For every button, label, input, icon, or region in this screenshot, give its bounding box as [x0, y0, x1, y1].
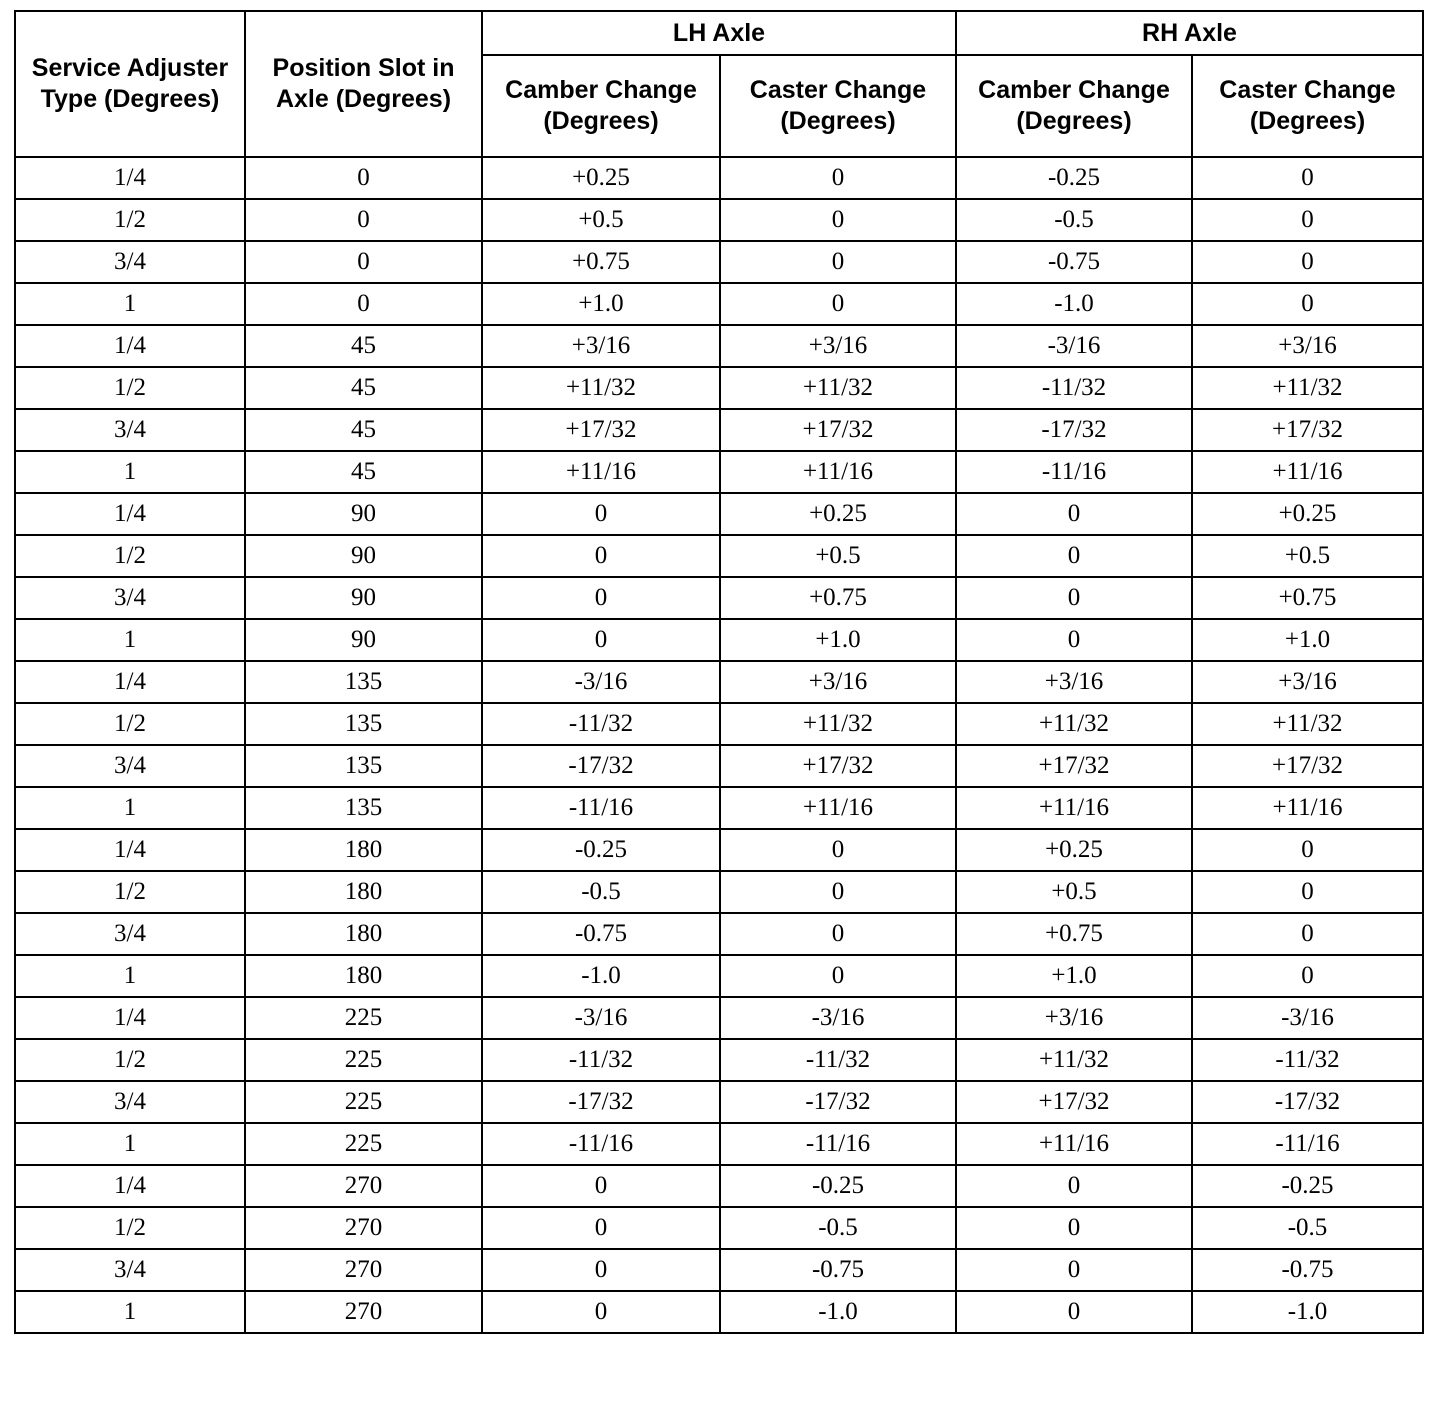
cell-service-adjuster-type: 1/4 — [15, 829, 245, 871]
table-row — [15, 787, 1423, 829]
cell-position-slot: 45 — [245, 367, 482, 409]
cell-service-adjuster-type: 1/2 — [15, 535, 245, 577]
header-rh-axle: RH Axle — [956, 11, 1423, 55]
cell-rh-caster-change: +0.5 — [1192, 535, 1423, 577]
cell-position-slot: 0 — [245, 283, 482, 325]
cell-service-adjuster-type: 3/4 — [15, 745, 245, 787]
cell-service-adjuster-type: 1/4 — [15, 997, 245, 1039]
cell-lh-camber-change: 0 — [482, 493, 720, 535]
cell-service-adjuster-type: 3/4 — [15, 1249, 245, 1291]
cell-lh-caster-change: -3/16 — [720, 997, 956, 1039]
cell-lh-caster-change: -11/32 — [720, 1039, 956, 1081]
cell-lh-caster-change: +11/32 — [720, 367, 956, 409]
cell-position-slot: 270 — [245, 1165, 482, 1207]
header-rh-caster-change: Caster Change (Degrees) — [1192, 55, 1423, 157]
cell-service-adjuster-type: 1 — [15, 283, 245, 325]
adjustment-table — [14, 10, 1424, 1334]
cell-position-slot: 225 — [245, 1039, 482, 1081]
cell-position-slot: 180 — [245, 871, 482, 913]
cell-position-slot: 225 — [245, 1123, 482, 1165]
cell-lh-camber-change: -17/32 — [482, 1081, 720, 1123]
table-row — [15, 1249, 1423, 1291]
cell-lh-caster-change: +0.5 — [720, 535, 956, 577]
cell-rh-camber-change: 0 — [956, 493, 1192, 535]
cell-service-adjuster-type: 3/4 — [15, 409, 245, 451]
cell-service-adjuster-type: 1 — [15, 787, 245, 829]
cell-lh-caster-change: -0.75 — [720, 1249, 956, 1291]
cell-lh-camber-change: 0 — [482, 1249, 720, 1291]
header-lh-caster-change: Caster Change (Degrees) — [720, 55, 956, 157]
cell-rh-camber-change: -0.75 — [956, 241, 1192, 283]
table-row — [15, 325, 1423, 367]
cell-service-adjuster-type: 1 — [15, 451, 245, 493]
cell-service-adjuster-type: 1 — [15, 955, 245, 997]
cell-lh-caster-change: 0 — [720, 955, 956, 997]
cell-rh-camber-change: -0.25 — [956, 157, 1192, 199]
cell-position-slot: 225 — [245, 997, 482, 1039]
cell-service-adjuster-type: 1/4 — [15, 1165, 245, 1207]
cell-service-adjuster-type: 3/4 — [15, 913, 245, 955]
cell-position-slot: 180 — [245, 955, 482, 997]
table-row — [15, 913, 1423, 955]
cell-lh-camber-change: -11/16 — [482, 1123, 720, 1165]
cell-position-slot: 45 — [245, 409, 482, 451]
cell-lh-camber-change: +11/16 — [482, 451, 720, 493]
cell-rh-caster-change: -0.75 — [1192, 1249, 1423, 1291]
cell-position-slot: 90 — [245, 535, 482, 577]
table-row — [15, 367, 1423, 409]
cell-rh-caster-change: -0.25 — [1192, 1165, 1423, 1207]
cell-rh-caster-change: +11/32 — [1192, 367, 1423, 409]
cell-lh-camber-change: +11/32 — [482, 367, 720, 409]
cell-lh-camber-change: -11/32 — [482, 703, 720, 745]
cell-position-slot: 135 — [245, 703, 482, 745]
cell-service-adjuster-type: 3/4 — [15, 241, 245, 283]
header-group-row — [15, 11, 1423, 55]
cell-service-adjuster-type: 1/2 — [15, 871, 245, 913]
cell-rh-caster-change: +3/16 — [1192, 325, 1423, 367]
header-service-adjuster-type: Service Adjuster Type (Degrees) — [15, 11, 245, 157]
cell-rh-caster-change: +0.25 — [1192, 493, 1423, 535]
cell-service-adjuster-type: 1 — [15, 1123, 245, 1165]
cell-rh-camber-change: -0.5 — [956, 199, 1192, 241]
cell-service-adjuster-type: 1/4 — [15, 661, 245, 703]
cell-rh-camber-change: 0 — [956, 1207, 1192, 1249]
cell-rh-camber-change: +11/32 — [956, 1039, 1192, 1081]
cell-lh-camber-change: +0.25 — [482, 157, 720, 199]
cell-position-slot: 90 — [245, 493, 482, 535]
cell-lh-caster-change: 0 — [720, 241, 956, 283]
table-row — [15, 829, 1423, 871]
cell-lh-camber-change: -17/32 — [482, 745, 720, 787]
cell-rh-camber-change: 0 — [956, 1249, 1192, 1291]
cell-rh-caster-change: 0 — [1192, 955, 1423, 997]
cell-rh-caster-change: +1.0 — [1192, 619, 1423, 661]
cell-rh-camber-change: 0 — [956, 577, 1192, 619]
cell-rh-camber-change: -17/32 — [956, 409, 1192, 451]
cell-position-slot: 0 — [245, 241, 482, 283]
cell-position-slot: 0 — [245, 157, 482, 199]
table-row — [15, 745, 1423, 787]
cell-rh-caster-change: -1.0 — [1192, 1291, 1423, 1333]
cell-lh-camber-change: +17/32 — [482, 409, 720, 451]
table-row — [15, 955, 1423, 997]
header-position-slot: Position Slot in Axle (Degrees) — [245, 11, 482, 157]
cell-rh-camber-change: -3/16 — [956, 325, 1192, 367]
table-row — [15, 199, 1423, 241]
table-row — [15, 997, 1423, 1039]
table-row — [15, 661, 1423, 703]
cell-lh-camber-change: -11/32 — [482, 1039, 720, 1081]
table-row — [15, 1039, 1423, 1081]
table-row — [15, 241, 1423, 283]
cell-lh-caster-change: +0.25 — [720, 493, 956, 535]
cell-service-adjuster-type: 1/4 — [15, 157, 245, 199]
table-row — [15, 703, 1423, 745]
cell-lh-camber-change: +1.0 — [482, 283, 720, 325]
cell-service-adjuster-type: 1/4 — [15, 325, 245, 367]
cell-lh-camber-change: 0 — [482, 577, 720, 619]
cell-position-slot: 270 — [245, 1291, 482, 1333]
cell-rh-camber-change: 0 — [956, 1165, 1192, 1207]
table-row — [15, 1123, 1423, 1165]
cell-lh-caster-change: 0 — [720, 829, 956, 871]
cell-rh-camber-change: +11/16 — [956, 1123, 1192, 1165]
cell-position-slot: 45 — [245, 325, 482, 367]
table-row — [15, 577, 1423, 619]
header-lh-axle: LH Axle — [482, 11, 956, 55]
header-lh-camber-change: Camber Change (Degrees) — [482, 55, 720, 157]
cell-lh-caster-change: +17/32 — [720, 745, 956, 787]
cell-rh-camber-change: +11/16 — [956, 787, 1192, 829]
cell-lh-caster-change: -17/32 — [720, 1081, 956, 1123]
cell-service-adjuster-type: 1/2 — [15, 199, 245, 241]
cell-lh-caster-change: +17/32 — [720, 409, 956, 451]
cell-lh-caster-change: 0 — [720, 913, 956, 955]
cell-rh-camber-change: +11/32 — [956, 703, 1192, 745]
cell-lh-caster-change: +1.0 — [720, 619, 956, 661]
cell-rh-caster-change: +11/16 — [1192, 787, 1423, 829]
cell-lh-camber-change: 0 — [482, 1291, 720, 1333]
cell-lh-camber-change: 0 — [482, 1207, 720, 1249]
cell-lh-camber-change: +0.5 — [482, 199, 720, 241]
cell-rh-caster-change: 0 — [1192, 829, 1423, 871]
cell-rh-camber-change: 0 — [956, 535, 1192, 577]
table-row — [15, 535, 1423, 577]
cell-lh-caster-change: -0.5 — [720, 1207, 956, 1249]
cell-rh-camber-change: 0 — [956, 1291, 1192, 1333]
cell-rh-caster-change: +3/16 — [1192, 661, 1423, 703]
cell-lh-camber-change: 0 — [482, 535, 720, 577]
cell-position-slot: 180 — [245, 829, 482, 871]
cell-rh-caster-change: 0 — [1192, 283, 1423, 325]
cell-service-adjuster-type: 1/2 — [15, 1039, 245, 1081]
cell-service-adjuster-type: 1 — [15, 1291, 245, 1333]
table-row — [15, 1207, 1423, 1249]
cell-position-slot: 90 — [245, 619, 482, 661]
cell-lh-caster-change: +3/16 — [720, 661, 956, 703]
cell-rh-caster-change: 0 — [1192, 199, 1423, 241]
table-row — [15, 1291, 1423, 1333]
cell-service-adjuster-type: 1 — [15, 619, 245, 661]
cell-rh-caster-change: +11/16 — [1192, 451, 1423, 493]
cell-lh-caster-change: -0.25 — [720, 1165, 956, 1207]
table-row — [15, 619, 1423, 661]
table-body — [15, 157, 1423, 1333]
cell-service-adjuster-type: 3/4 — [15, 577, 245, 619]
cell-rh-camber-change: -11/32 — [956, 367, 1192, 409]
cell-service-adjuster-type: 1/2 — [15, 367, 245, 409]
cell-lh-caster-change: 0 — [720, 157, 956, 199]
cell-lh-caster-change: +11/16 — [720, 787, 956, 829]
cell-rh-caster-change: +0.75 — [1192, 577, 1423, 619]
table-row — [15, 493, 1423, 535]
cell-lh-caster-change: -1.0 — [720, 1291, 956, 1333]
cell-rh-camber-change: +17/32 — [956, 1081, 1192, 1123]
cell-rh-caster-change: -11/32 — [1192, 1039, 1423, 1081]
cell-lh-camber-change: 0 — [482, 1165, 720, 1207]
cell-rh-caster-change: +17/32 — [1192, 745, 1423, 787]
cell-lh-camber-change: -11/16 — [482, 787, 720, 829]
cell-rh-camber-change: -1.0 — [956, 283, 1192, 325]
cell-rh-camber-change: +0.75 — [956, 913, 1192, 955]
cell-service-adjuster-type: 1/4 — [15, 493, 245, 535]
cell-rh-caster-change: -3/16 — [1192, 997, 1423, 1039]
cell-rh-camber-change: +3/16 — [956, 997, 1192, 1039]
cell-lh-caster-change: 0 — [720, 283, 956, 325]
cell-lh-camber-change: -3/16 — [482, 661, 720, 703]
cell-lh-camber-change: -0.75 — [482, 913, 720, 955]
cell-rh-caster-change: 0 — [1192, 157, 1423, 199]
cell-lh-caster-change: +0.75 — [720, 577, 956, 619]
cell-lh-camber-change: +3/16 — [482, 325, 720, 367]
cell-position-slot: 0 — [245, 199, 482, 241]
cell-rh-caster-change: 0 — [1192, 871, 1423, 913]
cell-rh-camber-change: +1.0 — [956, 955, 1192, 997]
cell-position-slot: 135 — [245, 787, 482, 829]
cell-service-adjuster-type: 1/2 — [15, 1207, 245, 1249]
cell-lh-camber-change: +0.75 — [482, 241, 720, 283]
cell-lh-caster-change: +3/16 — [720, 325, 956, 367]
cell-lh-caster-change: 0 — [720, 871, 956, 913]
cell-rh-caster-change: 0 — [1192, 913, 1423, 955]
cell-rh-caster-change: +11/32 — [1192, 703, 1423, 745]
table-row — [15, 1165, 1423, 1207]
table-row — [15, 1081, 1423, 1123]
cell-lh-caster-change: 0 — [720, 199, 956, 241]
table-row — [15, 409, 1423, 451]
cell-position-slot: 45 — [245, 451, 482, 493]
cell-rh-camber-change: +17/32 — [956, 745, 1192, 787]
cell-lh-camber-change: -1.0 — [482, 955, 720, 997]
cell-lh-camber-change: 0 — [482, 619, 720, 661]
table-row — [15, 871, 1423, 913]
cell-rh-camber-change: -11/16 — [956, 451, 1192, 493]
cell-service-adjuster-type: 1/2 — [15, 703, 245, 745]
cell-lh-caster-change: -11/16 — [720, 1123, 956, 1165]
header-rh-camber-change: Camber Change (Degrees) — [956, 55, 1192, 157]
cell-position-slot: 270 — [245, 1249, 482, 1291]
cell-rh-camber-change: +0.25 — [956, 829, 1192, 871]
cell-rh-caster-change: 0 — [1192, 241, 1423, 283]
cell-position-slot: 135 — [245, 661, 482, 703]
cell-rh-caster-change: -0.5 — [1192, 1207, 1423, 1249]
cell-position-slot: 270 — [245, 1207, 482, 1249]
cell-rh-caster-change: -11/16 — [1192, 1123, 1423, 1165]
cell-position-slot: 135 — [245, 745, 482, 787]
table-row — [15, 283, 1423, 325]
cell-lh-caster-change: +11/32 — [720, 703, 956, 745]
cell-lh-camber-change: -0.25 — [482, 829, 720, 871]
cell-position-slot: 180 — [245, 913, 482, 955]
cell-rh-camber-change: 0 — [956, 619, 1192, 661]
cell-lh-caster-change: +11/16 — [720, 451, 956, 493]
cell-rh-camber-change: +0.5 — [956, 871, 1192, 913]
cell-position-slot: 225 — [245, 1081, 482, 1123]
cell-lh-camber-change: -3/16 — [482, 997, 720, 1039]
cell-position-slot: 90 — [245, 577, 482, 619]
cell-rh-camber-change: +3/16 — [956, 661, 1192, 703]
table-row — [15, 451, 1423, 493]
table-row — [15, 157, 1423, 199]
cell-rh-caster-change: +17/32 — [1192, 409, 1423, 451]
cell-rh-caster-change: -17/32 — [1192, 1081, 1423, 1123]
cell-lh-camber-change: -0.5 — [482, 871, 720, 913]
cell-service-adjuster-type: 3/4 — [15, 1081, 245, 1123]
